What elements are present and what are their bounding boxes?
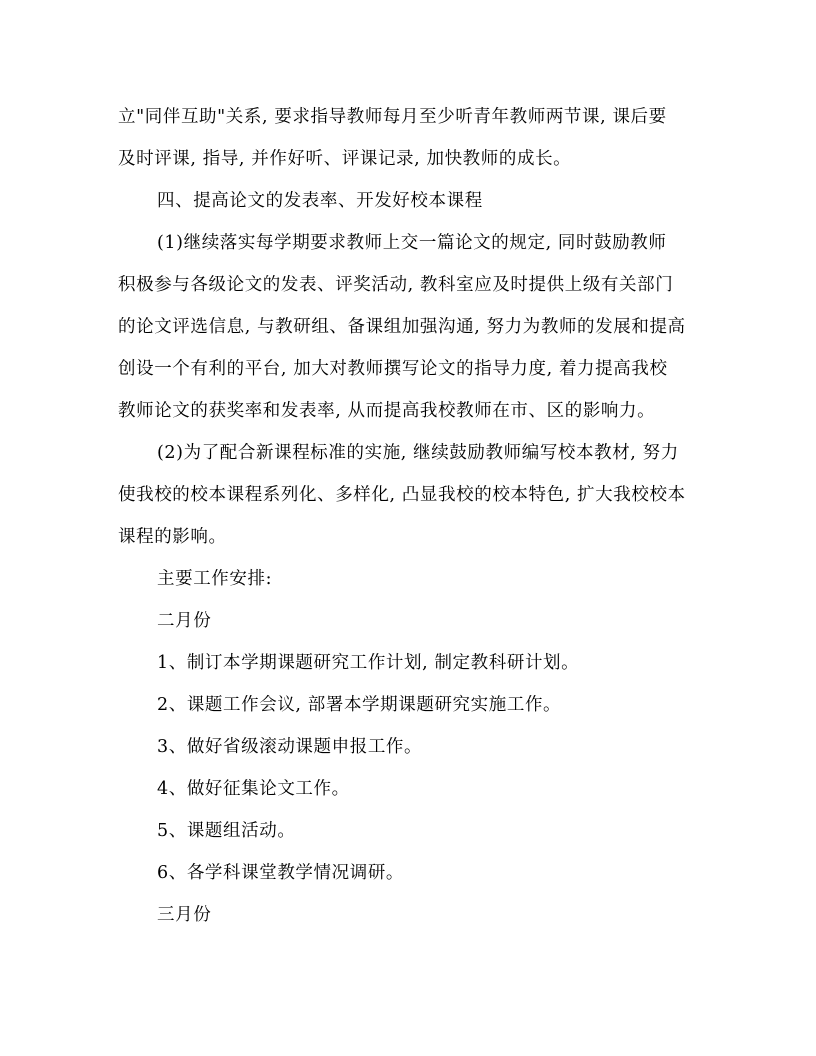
list-item: 1、制订本学期课题研究工作计划, 制定教科研计划。 xyxy=(157,653,580,673)
text-line: (1)继续落实每学期要求教师上交一篇论文的规定, 同时鼓励教师 xyxy=(157,233,667,253)
text-line: 课程的影响。 xyxy=(118,527,227,547)
list-item: 3、做好省级滚动课题申报工作。 xyxy=(157,737,423,757)
list-item: 5、课题组活动。 xyxy=(157,821,296,841)
text-line: 积极参与各级论文的发表、评奖活动, 教科室应及时提供上级有关部门 xyxy=(118,275,674,295)
text-line: 及时评课, 指导, 并作好听、评课记录, 加快教师的成长。 xyxy=(118,149,572,169)
text-line: 立"同伴互助"关系, 要求指导教师每月至少听青年教师两节课, 课后要 xyxy=(118,107,667,127)
text-line: 的论文评选信息, 与教研组、备课组加强沟通, 努力为教师的发展和提高 xyxy=(118,317,686,337)
month-heading: 二月份 xyxy=(157,611,212,631)
section-heading: 四、提高论文的发表率、开发好校本课程 xyxy=(157,191,483,211)
text-line: 教师论文的获奖率和发表率, 从而提高我校教师在市、区的影响力。 xyxy=(118,401,656,421)
list-item: 4、做好征集论文工作。 xyxy=(157,779,350,799)
subheading: 主要工作安排: xyxy=(157,569,273,589)
text-line: (2)为了配合新课程标准的实施, 继续鼓励教师编写校本教材, 努力 xyxy=(157,443,679,463)
list-item: 2、课题工作会议, 部署本学期课题研究实施工作。 xyxy=(157,695,562,715)
text-line: 使我校的校本课程系列化、多样化, 凸显我校的校本特色, 扩大我校校本 xyxy=(118,485,686,505)
month-heading: 三月份 xyxy=(157,905,212,925)
list-item: 6、各学科课堂教学情况调研。 xyxy=(157,863,405,883)
text-line: 创设一个有利的平台, 加大对教师撰写论文的指导力度, 着力提高我校 xyxy=(118,359,668,379)
